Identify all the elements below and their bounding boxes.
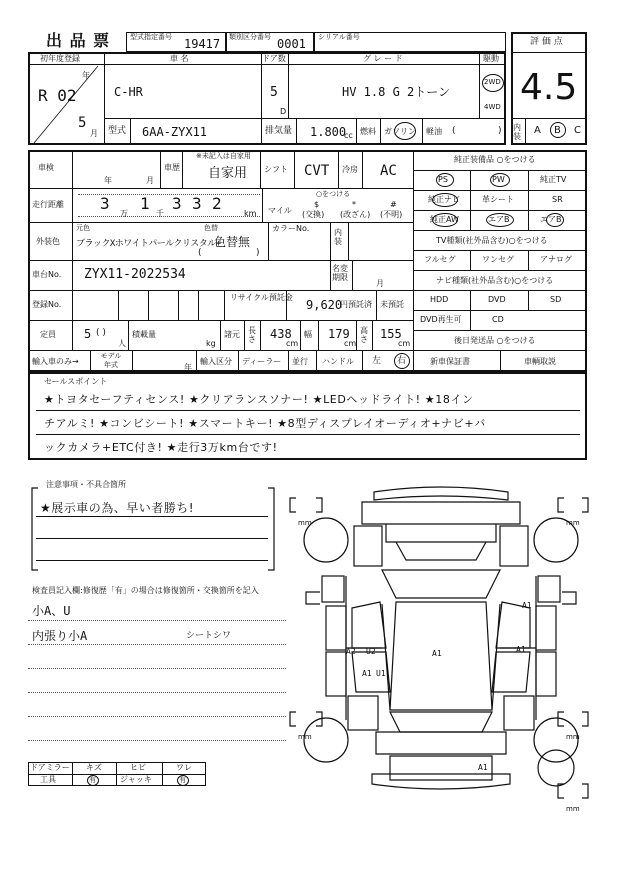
mark-unknown: (不明) (380, 210, 403, 219)
interior-a: A (534, 125, 541, 136)
later-manual: 車輌取説 (524, 357, 556, 366)
tool-ari2: 有 (179, 776, 186, 784)
tool-mirror: ドアミラー (30, 763, 70, 772)
height-value: 155 (380, 327, 402, 341)
handle-right: 右 (397, 356, 407, 366)
model-value: 6AA-ZYX11 (142, 125, 208, 139)
mark-a1-right-door: A1 (516, 645, 526, 654)
year-suffix: 年 (82, 71, 90, 80)
fuel-label: 燃料 (360, 127, 376, 136)
color-label: 外装色 (36, 237, 60, 246)
length-label: 長さ (248, 326, 256, 344)
tool-ware: ワレ (176, 763, 192, 772)
mileage-d4: 3 (192, 194, 202, 213)
reg-no-label: 登録No. (32, 300, 62, 309)
navi-type-title: ナビ種類(社外品含む)○をつける (436, 276, 554, 285)
mm-rear-left: mm (298, 733, 312, 741)
capacity-label: 定員 (40, 330, 56, 339)
recycle-label: リサイクル預託金 (230, 293, 293, 302)
length-cm: cm (286, 339, 299, 348)
import-dealer: ディーラー (242, 357, 282, 366)
history-label: 車歴 (164, 163, 180, 172)
color-change-value: 色替無 (214, 235, 251, 249)
color-value: ブラックXホワイトパールクリスタル+ (76, 239, 221, 249)
tv-analog: アナログ (540, 255, 572, 264)
mileage-sen: 千 (156, 209, 164, 218)
dims-label: 諸元 (224, 330, 240, 339)
mark-dollar: $ (314, 200, 320, 209)
score-value: 4.5 (520, 67, 578, 108)
name-change-label: 名変期限 (332, 264, 348, 282)
recycle-unit: 円預託済 (340, 300, 372, 309)
chassis-label: 車台No. (32, 270, 62, 279)
interior-b: B (554, 125, 561, 136)
mileage-mile: マイル (268, 206, 292, 215)
navi-sd: SD (550, 295, 562, 304)
mileage-label: 走行距離 (32, 200, 64, 209)
score-label: 評 価 点 (530, 37, 563, 47)
later-warranty: 新車保証書 (430, 357, 470, 366)
class-no-label: 類別区分番号 (229, 33, 271, 41)
displacement-unit: cc (344, 131, 353, 140)
load-kg: kg (206, 339, 216, 348)
mileage-d3: 3 (172, 194, 182, 213)
mileage-circle-note: ○をつける (316, 190, 351, 198)
mark-a1-left-rear: A1 (362, 669, 372, 678)
first-reg-month: 5 (78, 115, 87, 131)
notes-bracket (28, 480, 278, 580)
load-label: 積載量 (132, 330, 156, 339)
tool-hibi: ヒビ (130, 763, 146, 772)
capacity-value: 5 (84, 327, 92, 341)
tool-ari1: 有 (89, 776, 96, 784)
interior-eval-label: 内装 (513, 123, 521, 141)
chassis-value: ZYX11-2022534 (84, 267, 186, 282)
import-class-label: 輸入区分 (200, 357, 232, 366)
inspector-item1: 小A、U (32, 604, 71, 618)
equip-eb: エアB (540, 215, 562, 224)
equip-ab: エアB (488, 215, 510, 224)
later-title: 後日発送品 ○をつける (454, 336, 536, 345)
capacity-paren: ( ) (96, 328, 106, 338)
handle-label: ハンドル (322, 357, 354, 366)
car-name-label: 車 名 (170, 54, 189, 63)
interior-c: C (574, 125, 581, 136)
fuel-gasoline: ガソリン (384, 127, 416, 136)
mileage-d5: 2 (212, 194, 222, 213)
shift-value: CVT (304, 163, 330, 179)
recycle-unpaid: 未預託 (380, 300, 404, 309)
mark-a1-right-front: A1 (522, 601, 532, 610)
type-no-label: 型式指定番号 (130, 33, 172, 41)
doors-value: 5 (270, 85, 278, 100)
inspector-label: 検査員記入欄:修復歴「有」の場合は修復箇所・交換箇所を記入 (32, 586, 259, 595)
mark-a1-rear-bumper: A1 (478, 763, 488, 772)
mileage-man: 万 (120, 209, 128, 218)
drive-label: 駆動 (483, 54, 499, 63)
sales-line2: チアルミ! ★コンビシート! ★スマートキー! ★8型ディスプレイオーディオ+ナビ+バ (44, 417, 486, 430)
fuel-light-oil: 軽油 (426, 127, 442, 136)
mark-star: * (352, 200, 356, 209)
model-year-label: モデル年式 (100, 352, 122, 369)
mileage-d2: 1 (140, 194, 150, 213)
height-label: 高さ (360, 326, 368, 344)
navi-hdd: HDD (430, 295, 449, 304)
capacity-person: 人 (118, 339, 126, 348)
equip-navi: 純正ナビ (428, 195, 460, 204)
width-cm: cm (344, 339, 357, 348)
notes-label: 注意事項・不具合箇所 (46, 480, 126, 489)
recycle-value: 9,620 (306, 298, 343, 312)
car-name-value: C-HR (114, 85, 143, 99)
first-reg-label: 初年度登録 (40, 54, 80, 63)
color-paren-open: ( (198, 248, 202, 258)
tv-one-seg: ワンセグ (482, 255, 514, 264)
car-damage-diagram (286, 480, 596, 812)
mm-front-left: mm (298, 519, 312, 527)
equip-tv: 純正TV (540, 175, 567, 184)
type-no-value: 19417 (184, 37, 221, 51)
mark-u2-left: U2 (366, 647, 376, 656)
tv-type-title: TV種類(社外品含む)○をつける (436, 236, 548, 245)
sales-line3: ックカメラ+ETC付き! ★走行3万km台です! (44, 441, 278, 454)
name-change-month: 月 (376, 279, 384, 288)
mark-hash: # (390, 200, 397, 209)
mark-a2-left: A2 (346, 647, 356, 656)
mark-u1-left-rear: U1 (376, 669, 386, 678)
mark-swap: (交換) (302, 210, 325, 219)
equip-title: 純正装備品 ○をつける (454, 155, 536, 164)
navi-dvd-play: DVD再生可 (420, 315, 462, 324)
equip-ps: PS (438, 175, 448, 184)
mileage-d1: 3 (100, 194, 110, 213)
ac-value: AC (380, 163, 397, 179)
history-value: 自家用 (208, 166, 248, 181)
tool-jack: ジャッキ (120, 775, 152, 784)
tv-full-seg: フルセグ (424, 255, 456, 264)
first-reg-era: R 02 (38, 86, 77, 105)
displacement-label: 排気量 (265, 126, 293, 136)
handle-left: 左 (372, 356, 382, 366)
drive-4wd: 4WD (484, 103, 501, 111)
displacement-value: 1.800 (310, 125, 347, 139)
tool-tool: 工具 (40, 775, 56, 784)
import-parallel: 並行 (292, 357, 308, 366)
mark-tamper: (改ざん) (340, 210, 371, 219)
inspector-item2: 内張り小A (32, 629, 88, 643)
doors-label: ドア数 (262, 54, 286, 63)
inspection-month: 月 (146, 176, 154, 185)
sales-label: セールスポイント (44, 377, 108, 386)
mm-rear-right: mm (566, 733, 580, 741)
fuel-paren-open: ( (452, 126, 456, 136)
equip-aw: 純正AW (430, 215, 459, 224)
doors-suffix: D (280, 107, 287, 116)
model-year-suffix: 年 (184, 363, 192, 372)
orig-color-label: 元色 (76, 224, 90, 232)
mm-front-right: mm (566, 519, 580, 527)
shift-label: シフト (264, 165, 288, 174)
equip-pw: PW (492, 175, 505, 184)
serial-label: シリアル番号 (318, 33, 360, 41)
interior-color-label: 内装 (334, 228, 342, 246)
color-paren-close: ) (256, 248, 260, 258)
mm-spare: mm (566, 805, 580, 813)
navi-dvd: DVD (488, 295, 506, 304)
class-no-value: 0001 (277, 37, 306, 51)
navi-cd: CD (492, 315, 504, 324)
drive-2wd: 2WD (484, 78, 501, 86)
mileage-km: km (244, 209, 257, 218)
width-value: 179 (328, 327, 350, 341)
sales-line1: ★トヨタセーフティセンス! ★クリアランスソナー! ★LEDヘッドライト! ★18イン (44, 393, 474, 406)
tool-kizu: キズ (86, 763, 102, 772)
length-value: 438 (270, 327, 292, 341)
equip-sr: SR (552, 195, 563, 204)
notes-line1: ★展示車の為、早い者勝ち! (40, 501, 195, 515)
color-code-label: カラーNo. (272, 224, 310, 233)
fuel-paren-close: ) (498, 126, 502, 136)
history-note: ※未記入は自家用 (196, 152, 251, 160)
grade-label: グ レ ー ド (363, 54, 403, 63)
height-cm: cm (398, 339, 411, 348)
inspection-year: 年 (104, 176, 112, 185)
mark-a1-roof: A1 (432, 649, 442, 658)
inspector-item3: シートシワ (186, 631, 232, 641)
ac-label: 冷房 (342, 165, 358, 174)
month-suffix: 月 (90, 129, 98, 138)
color-change-label: 色替 (204, 224, 218, 232)
width-label: 幅 (304, 330, 312, 339)
grade-value: HV 1.8 G 2トーン (342, 85, 451, 99)
form-title: 出 品 票 (46, 31, 111, 50)
inspection-label: 車検 (38, 163, 54, 172)
equip-leather: 革シート (482, 195, 514, 204)
model-label: 型式 (108, 126, 127, 136)
import-label: 輸入車のみ→ (32, 357, 79, 366)
